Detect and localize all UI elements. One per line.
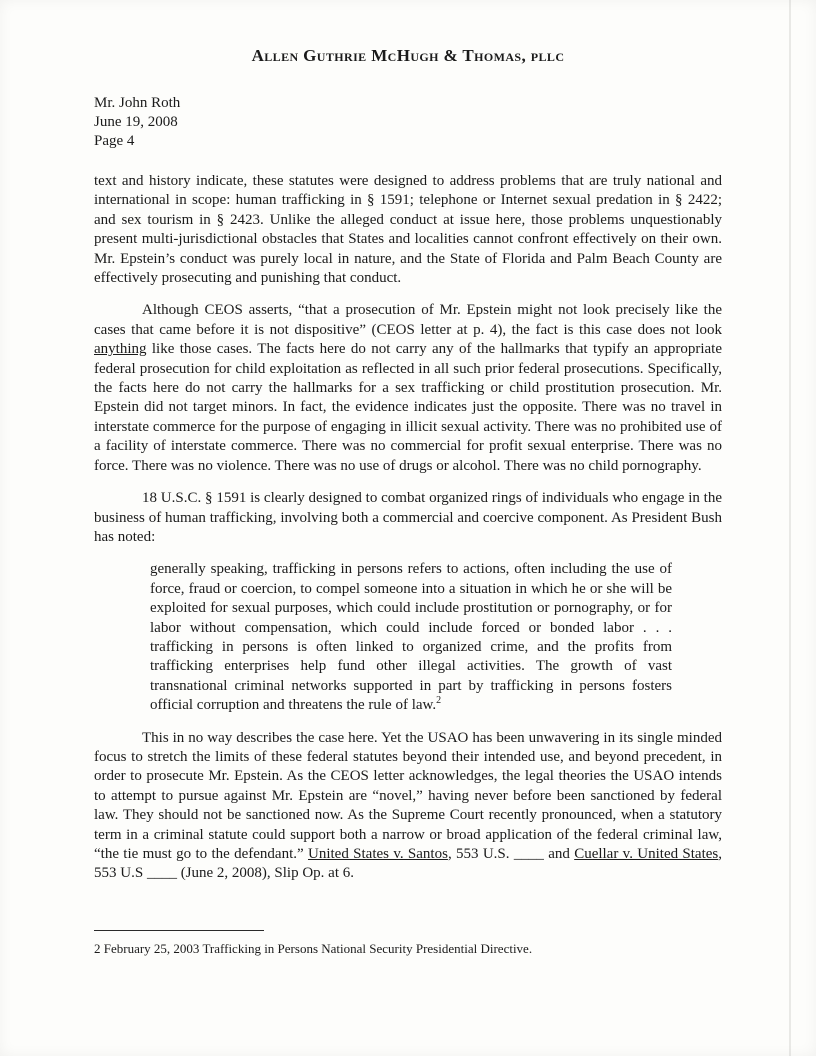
recipient-name: Mr. John Roth	[94, 95, 181, 111]
paragraph-4	[94, 729, 722, 884]
paragraph-2	[94, 301, 722, 476]
scan-artifact-line	[789, 0, 791, 1056]
paragraph-4-text-d: , 553 U.S	[94, 846, 723, 882]
firm-name-header: Allen Guthrie McHugh & Thomas, pllc	[251, 46, 565, 65]
letter-body	[94, 172, 722, 884]
paragraph-1: text and history indicate, these statutes were designed to address problems that are truly national and international in scope: human trafficking in § 1591; telephone or Internet sexual predation in § 2422; and sex tourism in § 2423. Unlike the alleged conduct at issue here, those problems unquestionably present multi-jurisdictional obstacles that States and localities cannot confront effectively on their own. Mr. Epstein’s conduct was purely local in nature, and the State of Florida and Palm Beach County are effectively prosecuting and punishing that conduct.	[94, 173, 722, 287]
letter-date: June 19, 2008	[94, 114, 178, 130]
paragraph-3: 18 U.S.C. § 1591 is clearly designed to combat organized rings of individuals who engage in the business of human trafficking, involving both a commercial and coercive component. As President Bush has noted:	[94, 490, 722, 545]
paragraph-4-text-c: and	[543, 846, 575, 862]
footnote-reference: 2	[436, 695, 442, 707]
letter-header-block	[94, 94, 722, 151]
footnote-area	[94, 926, 722, 957]
page-number: Page 4	[94, 133, 135, 149]
footnote-number: 2	[94, 941, 101, 956]
paragraph-4-text: This in no way describes the case here. Yet the USAO has been unwavering in its single minded focus to stretch the limits of these federal statutes beyond their intended use, and beyond precedent, in order to prosecute Mr. Epstein. As the CEOS letter acknowledges, the legal theories the USAO intends to attempt to pursue against Mr. Epstein are “novel,” having never before been sanctioned by federal law. They should not be sanctioned now. As the Supreme Court recently pronounced, when a statutory term in a criminal statute could support both a narrow or broad application of the federal criminal law, “the tie must go to the defendant.”	[94, 729, 722, 862]
blank-line-2: ____	[146, 865, 177, 882]
underlined-word-anything: anything	[94, 341, 147, 358]
paragraph-4-text-e: (June 2, 2008), Slip Op. at 6.	[176, 865, 355, 882]
paragraph-2-text-cont: like those cases. The facts here do not carry any of the hallmarks that typify an appropriate federal prosecution for child exploitation as reflected in all such prior federal prosecutions. Specifically, the facts here do not carry the hallmarks for a sex trafficking or child prostitution prosecution. Mr. Epstein did not target minors. In fact, the evidence indicates just the opposite. There was no travel in interstate commerce for the purpose of engaging in illicit sexual activity. There was no prohibited use of a facility of interstate commerce. There was no commercial for profit sexual enterprise. There was no force. There was no violence. There was no use of drugs or alcohol. There was no child pornography.	[94, 341, 722, 474]
footnote-body: February 25, 2003 Trafficking in Persons National Security Presidential Directive.	[103, 941, 533, 956]
block-quote-text: generally speaking, trafficking in persons refers to actions, often including the use of force, fraud or coercion, to compel someone into a situation in which he or she will be exploited for sexual purposes, which could include prostitution or pornography, or for labor without compensation, which could include forced or bonded labor . . . trafficking in persons is often linked to organized crime, and the profits from trafficking enterprises help fund other illegal activities. The growth of vast transnational criminal networks supported in part by trafficking in persons fosters official corruption and threatens the rule of law.	[150, 561, 672, 714]
block-quote	[150, 560, 672, 715]
footnote-separator	[94, 930, 264, 931]
paragraph-4-text-b: , 553 U.S.	[447, 846, 514, 862]
footnote-text	[94, 940, 722, 957]
case-citation-cuellar: Cuellar v. United States	[574, 846, 719, 862]
case-citation-santos: United States v. Santos	[308, 846, 448, 862]
blank-line-1: ____	[513, 846, 544, 862]
paragraph-2-text: Although CEOS asserts, “that a prosecution of Mr. Epstein might not look precisely like the cases that came before it is not dispositive” (CEOS letter at p. 4), the fact is this case does not look	[94, 302, 722, 338]
